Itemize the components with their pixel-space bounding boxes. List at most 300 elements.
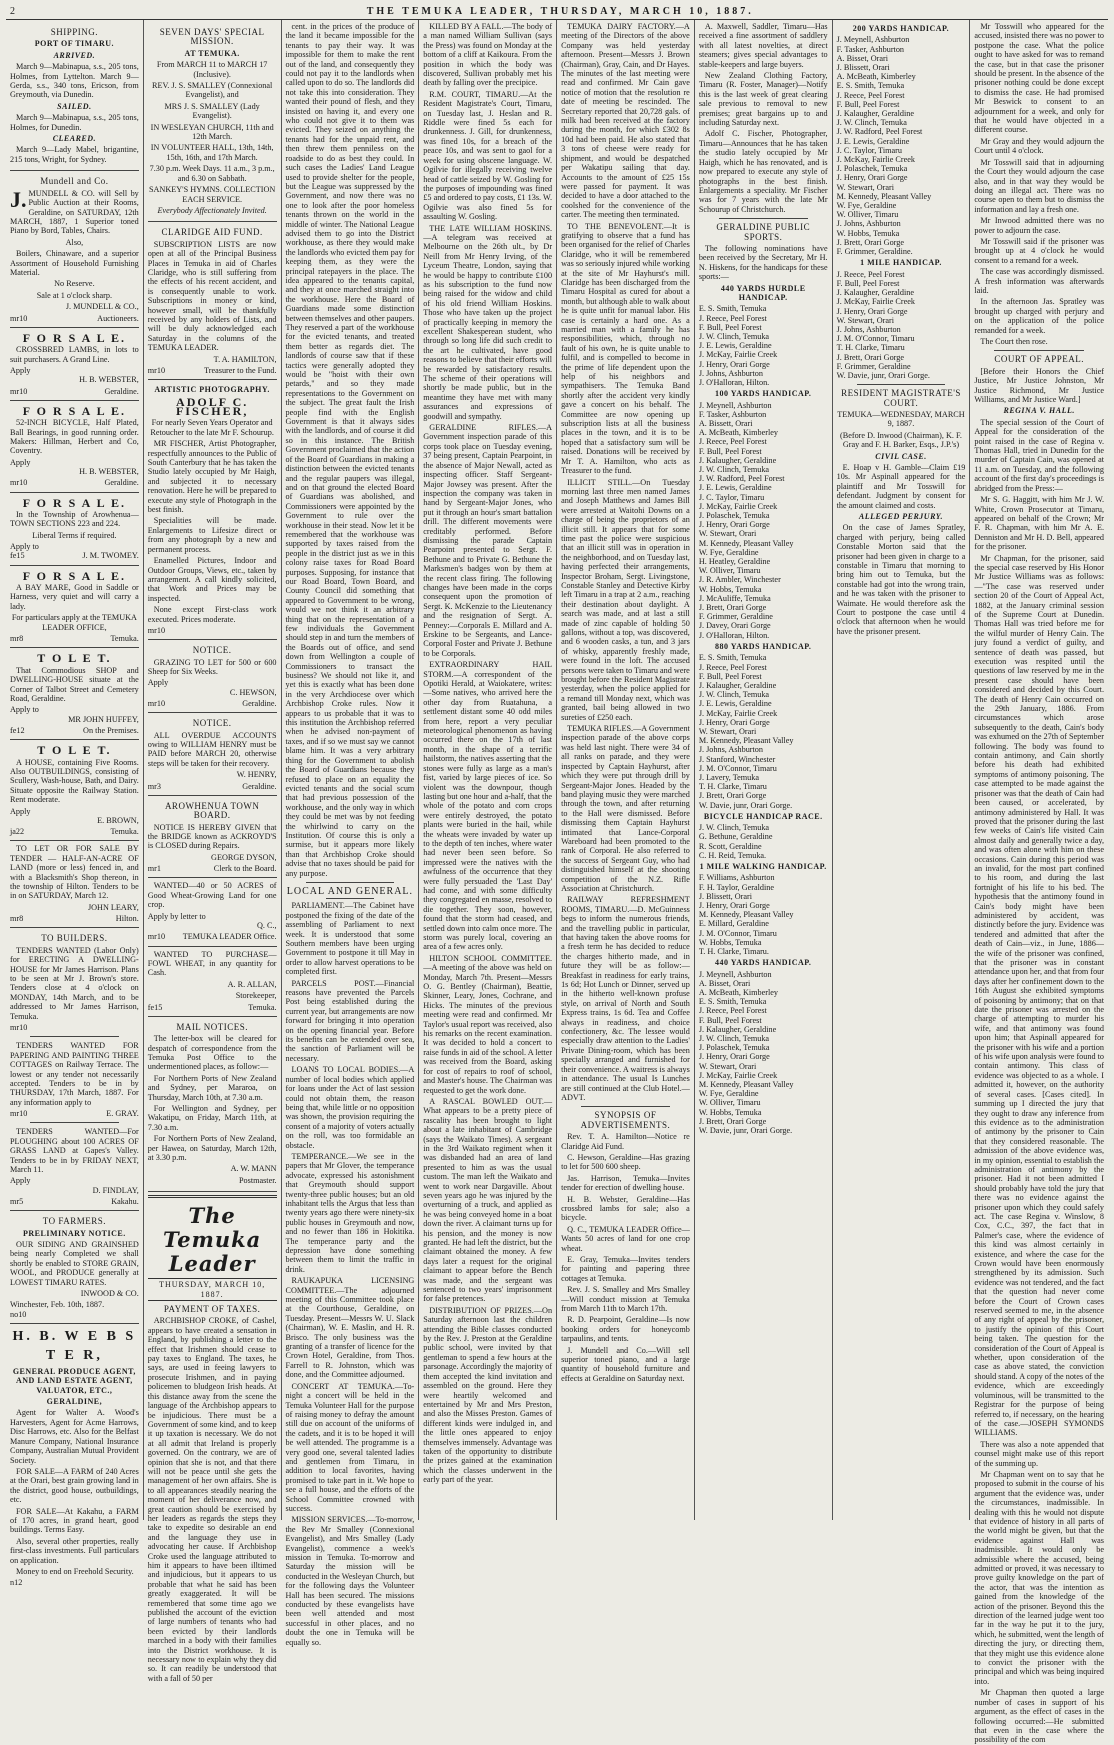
synopsis-item: Q. C., TEMUKA LEADER Office—Wants 50 acres of land for one crop wheat. [561,1224,690,1253]
taxes-body: ARCHBISHOP CROKE, of Cashel, appears to have created a sensation in England, by publishing a letter to the effect that Irishmen should cease to pay taxes to England. The taxes, he says, are used in feeing lawyers to prosecute Irishmen, and in paying policemen to bludgeon Irish heads. At this distance away from the scene the language of the Archbishop appears to be injudicious. There must be a Government of some kind, and to keep it up taxation is necessary. We do not at all admit that Ireland is properly governed. On the contrary, we are of opinion that she is not, and that there will not be peace until she gets the management of her own affairs. She is to all appearances steadily nearing the moment of her deliverance now, and great caution should be exercised by her leaders as regards the steps they take to expedite so desirable an end and the language they use in advocating her cause. If Archbishop Croke used the language attributed to him it appears to have been illtimed and injudicious, but it appears to us probable that what he said has been greatly exaggerated. It will be remembered that some time ago we published the account of the eviction of large numbers of tenants who had been evicted by their landlords marched in a body with their families into the District workhouse. It is necessary now to explain why they did so. It can readily be understood that with a fall of 50 per [147,1316,277,1683]
entrant: A. Bisset, Orari [698,978,751,988]
entrant: M. Kennedy, Pleasant Valley [698,736,794,746]
fischer-ad [148,380,277,640]
where: On the Premises. [83,725,139,735]
seller-name: H. B. WEBSTER, [79,467,139,477]
apply-label: Apply [10,457,31,467]
for-sale-lambs-ad [10,328,139,401]
entrant: A. Bisset, Orari [836,53,888,63]
mundell-title: Mundell and Co. [40,176,109,187]
paper-date: THURSDAY, MARCH 10, 1887. [148,1278,277,1301]
local-general-title: LOCAL AND GENERAL. [286,885,414,897]
appeal-case: REGINA V. HALL. [1003,406,1075,416]
port-heading: PORT OF TIMARU. [34,39,115,49]
ad-code: mr10 [147,366,166,375]
news-item: PARLIAMENT.—The Cabinet have postponed the fixing of the date of the assembling of Parliament to next week. It is understood that some Southern members have been urging Government to postpone it till May in order to allow harvest operations to be completed first. [285,901,415,977]
entrant: W. Stewart, Orari [836,315,895,325]
entrant: J. Henry, Orari Gorge [836,306,908,316]
event-title: 440 YARDS HANDICAP. [715,958,812,968]
column-5 [557,20,695,1520]
appeal-p6: Mr Chapman then quoted a large number of cases in support of his argument, as the effect of cases in the following occurred:—He submitted that even in the case where the possibility of the com [974,1688,1104,1745]
tender-3: TENDERS WANTED—For PLOUGHING about 100 ACRES OF GRASS LAND at Gapes's Valley. Tenders to be in by FRIDAY NEXT, March 11. [10,1127,139,1174]
arrived-heading: ARRIVED. [53,50,96,60]
fischer-body: MR FISCHER, Artist Photographer, respectfully announces to the Public of South Canterbury that he has taken the Studio lately occupied by Mr Haigh, and subjected it to necessary renovation. Here he will be prepared to execute any style of Photograph in the best finish. [147,439,277,515]
synopsis-item: Rev. J. S. Smalley and Mrs Smalley—Will conduct mission at Temuka from March 11th to March 17th. [561,1285,690,1314]
entrant: W. Hobbs, Temuka [836,228,900,238]
ad-code: mr10 [10,1109,28,1119]
news-item: MISSION SERVICES.—To-morrow, the Rev Mr Smalley (Connexional Evangelist), and Mrs Smalley (Lady Evangelist), commence a week's mission in Temuka. To-morrow and Saturday the mission will be conducted in the Wesleyan Church, but for the following days the Volunteer Hall has been secured. The missions conducted by these evangelists have been well attended and most successful in other places, and no doubt the one in Temuka will be equally so. [285,1515,415,1647]
news-item: EXTRAORDINARY HAIL STORM.—A correspondent of the Opotiki Herald, at Waiokatere, writes:—Some natives, who arrived here the other day from Ruatahuna, a settlement distant some 40 odd miles from here, report a very peculiar meteorological phenomenon as having occurred there on the 17th of last month, in the shape of a terrific hailstorm, the natives asserting that the stones were fully as large as a man's fist, varied by large pieces of ice. So violent was the downpour, though lasting but one hour and a-half, that the whole of the potato and corn crops were entirely destroyed, the potato plants were buried in the hail, while the wheats were invaded by water up to the depth of ten inches, where water had never been seen before. So impressed were the natives with the awfulness of the occurrence that they were fully persuaded the 'Last Day' had come, and with some difficulty they congregated en masse, resolved to die together. They soon, however, found that the storm had ceased, and settled down into calm once more. The storm was purely local, covering an area of a few acres only. [423,660,553,952]
ad-code: mr10 [147,625,166,635]
webster-town: GERALDINE, [46,1397,103,1407]
fischer-b2: Specialities will be made. Enlargements to Lifesize direct or from any photograph by a new and permanent process. [147,516,277,554]
column-3 [282,20,420,1647]
wanted-sig: A. R. ALLAN, [227,979,277,989]
court-p8: The Court then rose. [980,337,1048,346]
event-title: 1 MILE HANDICAP. [860,258,942,268]
entrant: E. S. Smith, Temuka [698,653,767,663]
to-let-body: That Commodious SHOP and DWELLING-HOUSE situate at the Corner of Talbot Street and Cemetery Road, Geraldine. [10,665,139,703]
landlord-name: JOHN LEARY, [87,902,139,912]
apply-label: Apply [10,1176,31,1186]
town: Temuka. [110,827,139,837]
entrant: J. Kalaugher, Geraldine [836,288,915,298]
entrant: J. Brett, Orari Gorge [836,237,904,247]
farmers-sig: INWOOD & CO. [80,1289,139,1299]
to-let-body: TO LET OR FOR SALE BY TENDER — HALF-AN-ACRE OF LAND (more or less) fenced in, and with a Blacksmith's Shop thereon, in the township of Hilton. Tenders to be in on SATURDAY, March 12. [10,844,139,901]
mail-title: MAIL NOTICES. [176,1021,248,1032]
court-p6: The case was accordingly dismissed. A fresh information was afterwards laid. [974,267,1104,295]
entrant: J. O'Halloran, Hilton. [698,378,770,387]
ad-code: mr1 [147,864,161,874]
appeal-p2: Mr S. G. Haggitt, with him Mr J. W. White, Crown Prosecutor at Timaru, appeared on behalf of the Crown; Mr F. R. Chapman, with him Mr A. E. Denniston and Mr H. D. Bell, appeared for the prisoner. [974,495,1104,552]
arrived-text: March 9—Mabinapua, s.s., 205 tons, Holmes, from Lyttelton. March 9—Gerda, s.s., 340 tons, Ericson, from Greymouth, via Dunedin. [10,62,139,100]
town-board-notice [148,796,277,879]
column-2 [144,20,282,1683]
synopsis-item: R. D. Pearpoint, Geraldine—Is now booking orders for honeycomb tarpaulins, and tents. [561,1315,690,1344]
news-item: TEMUKA DAIRY FACTORY.—A meeting of the Directors of the above Company was held yesterday afternoon. Present—Messrs J. Brown (Chairman), Gray, Cain, and Dr Hayes. The minutes of the last meeting were read and confirmed. Mr Cain gave notice of motion that the resolution re date of meeting be rescinded. The Secretary reported that 20,728 gals. of milk had been received at the factory during the month, for which £302 8s 10d had been paid. He also stated that 3 tons of cheese were ready for shipment, and would be despatched per Wakatipu sailing that day. Accounts to the amount of £25 15s were passed for payment. It was decided to have a door attached to the coolshed for the convenience of the carter. The meeting then terminated. [561,22,690,220]
entrant: W. Fye, Geraldine [698,547,759,557]
news-item: R.M. COURT, TIMARU.—At the Resident Magistrate's Court, Timaru, on Tuesday last, J. Heslan and R. Riddle were fined 5s each for drunkenness. J. Gill, for drunkenness, was fined 10s, for a breach of the peace 10s, and was sent to gaol for a week for using obscene language. W. Ogilvie for illegally receiving twelve head of cattle seized by W. Gosling for the purposes of impounding was fined £5 and ordered to pay costs, £1 13s. W. Ogilvie was also fined 5s for assaulting W. Gosling. [423,89,553,222]
entrant: J. C. Taylor, Timaru [698,492,765,502]
board-sig: GEORGE DYSON, [211,852,277,862]
farmers-sub: PRELIMINARY NOTICE. [23,1228,126,1238]
masthead [6,4,1108,20]
entrant: J. M. O'Connor, Timaru [698,928,777,938]
ad-code: n12 [10,1578,23,1588]
entrant: W. Olliver, Timaru [836,210,899,220]
town: Geraldine. [104,478,139,488]
board-title: AROWHENUA TOWN BOARD. [164,800,260,821]
entrant: J. Kalaugher, Geraldine [698,1024,777,1034]
entrant: J. McKay, Fairlie Creek [698,708,778,718]
farmers-date: Winchester, Feb. 10th, 1887. [10,1300,105,1310]
entrant: J. W. Radford, Peel Forest [698,474,785,484]
sports-intro: The following nominations have been received by the Secretary, Mr H. N. Hiskens, for the handicaps for these sports:— [698,243,828,282]
entrant: J. W. Clinch, Temuka [698,331,770,341]
news-item: RAUKAPUKA LICENSING COMMITTEE.—The adjourned meeting of this Committee took place at the Courthouse, Geraldine, on Tuesday. Present—Messrs W. U. Slack (Chairman), W. E. Maslin, and H. R. Brisco. The only business was the granting of a transfer of licence for the Crown Hotel, Geraldine, from Thos. Farrell to R. Johnston, which was done, and the Committee adjourned. [285,1276,415,1380]
mission-title: SEVEN DAYS' SPECIAL MISSION. [159,27,265,47]
news-item: CONCERT AT TEMUKA.—To-night a concert will be held in the Temuka Volunteer Hall for the purpose of raising money to defray the amount still due on account of the uniforms of the cadets, and it is to be hoped it will be well attended. The programme is a very good one, several talented ladies and gentlemen from Timaru, in addition to local favorites, having promised to take part in it. We hope to see a full house, and the efforts of the School Committee crowned with success. [285,1381,415,1513]
accounts-notice [148,713,277,796]
entrant: J. Polaschek, Temuka [698,511,770,521]
ad-code: fe15 [147,1002,163,1012]
event-title: BICYCLE HANDICAP RACE. [703,811,823,821]
fischer-hdr: ARTISTIC PHOTOGRAPHY. [154,385,270,395]
farmers-ad [10,1211,139,1324]
entrant: J. Lavery, Temuka [698,772,759,782]
shipping-title: SHIPPING. [50,27,99,37]
webster-ad [10,1324,139,1588]
town: Kakahu. [111,1197,139,1206]
webster-sub: GENERAL PRODUCE AGENT, AND LAND ESTATE AGENT, VALUATOR, ETC., [12,1366,136,1395]
entrant: A. Bissett, Orari [698,419,753,429]
paper-title: The Temuka Leader [163,1203,262,1277]
entrant: J. Davey, Orari Gorge [698,621,771,631]
webster-s2: FOR SALE—At Kakahu, a FARM of 170 acres, in grand heart, good buildings. Terms Easy. [10,1506,139,1535]
mundell-also: Also, [65,237,84,247]
mail-p4: For Northern Ports of New Zealand, per Hawea, on Saturday, March 12th, at 3.30 p.m. [147,1134,277,1163]
news-item: HILTON SCHOOL COMMITTEE.—A meeting of the above was held on Monday, March 7th. Present—Messrs O. G. Bentley (Chairman), Beattie, Skinner, Leary, Jones, Cochrane, and Hicks. The minutes of the previous meeting were read and confirmed. Mr Taylor's usual report was received, also his remarks on the recent examination. It was decided to hold a concert to raise funds in aid of the school. A letter was received from the Board, asking for cost of repairs to roof of school, and Master's house. The Chairman was requested to get the work done. [423,953,553,1095]
entrant: J. Kalaugher, Geraldine [836,109,915,119]
mail-role: Postmaster. [239,1175,277,1185]
entrant: J. Polaschek, Temuka [836,164,908,174]
taxes-continued: cent. in the prices of the produce of the land it became impossible for the tenants to pay their way. It was impossible for them to make the rent out of the land, and consequently they could not pay it to the landlords when called upon to do so. The landlords did not take this into consideration. They wanted their pound of flesh, and they insisted on having it, and every one who could not give it to them was evicted. They seized on anything the tenants had for the unpaid rent, and then threw them penniless on the roadside to do as best they could. In such cases the Ladies' Land League used to provide shelter for the people, but the League was suppressed by the Government, and now there was no one to look after the poor homeless tenants thrown on the world in the middle of winter. The National League advised them to go into the District workhouse, as there they would make the landlords who evicted them pay for keeping them, as they were the principal ratepayers in the place. The idea appeared to the tenants capital, and they at once marched straight into the workhouse. Here the Board of Guardians made some distinction between themselves and other paupers. They reserved a part of the workhouse for the evicted tenants, and treated them better as regards diet. The landlords of course saw that if these tactics were generally adopted they would be "hoist with their own petards," and so they made representations to the Government on the subject. The great fault the Irish people find with the English Government is that it always sides with the landlords, and of course it did so in this instance. The British Government proclaimed that the action of the Board of Guardians in making a distinction between the evicted tenants and the regular paupers was illegal, and on that ground the elected Board of Guardians was abolished, and Commissioners were appointed by the Government to rule over the workhouse in their stead. Now let it be remembered that the workhouse was supported by taxes raised from the people in the district just as we in this colony raise taxes for Road Board purposes. Supposing, for instance that our Road Board, Town Board, and County Council did something that appeared to Government to be wrong, would we not think it an arbitrary thing that on the representation of a few individuals the Government should step in and turn the members of the Boards out of office, and send down from Wellington a couple of Commissioners to transact the business? We should not like it, and yet this is exactly what has been done in the very Archdiocese over which Archbishop Croke rules. Now it appears to us probable that it was to this institution the Archbishop referred when he advised non-payment of taxes, and if so we must say we cannot blame him. It was a very arbitrary thing for the Government to abolish the Board of Guardians because they refused to place on an equality the evicted tenants and the social scum that had previous possession of the workhouse, and the only way in which they could be met was by not feeding the whirlwind to carry on the Institution. Of course this is only a surmise, but it appears more likely than that Archbishop Croke should advise that no taxes should be paid for any purpose. [285,22,415,878]
rm-court-date: TEMUKA—WEDNESDAY, MARCH 9, 1887. [837,409,965,429]
ad-code: mr8 [10,634,24,644]
news-item: ILLICIT STILL.—On Tuesday morning last three men named James and Joseph Matthews and James Bill were arrested at Waitohi Downs on a charge of being the proprietors of an illicit still. It appears that for some time past the police were suspicious that an illicit still was in operation in the neighborhood, and on Tuesday last, having perfected their arrangements, Inspector Broham, Sergt. Livingstone, Constable Stanley and Detective Kirby left Timaru in a trap at 2 a.m., reaching their destination about daylight. A search was made, and at last a still made of zinc capable of holding 50 gallons, without a top, was discovered, and 6 wooden casks, a tun, and 3 jars of whisky, apparently freshly made, were found in the loft. The accused persons were taken to Timaru and were brought before the Resident Magistrate yesterday, when the police applied for a remand till Monday next, which was granted, bail being allowed in two sureties of £250 each. [561,477,690,722]
for-sale-body: In the Township of Arowhenua—TOWN SECTIONS 223 and 224. [10,510,139,529]
mundell-sig2: Auctioneers. [97,313,139,323]
entrant: F. Bull, Peel Forest [698,322,762,332]
news-item: LOANS TO LOCAL BODIES.—A number of local bodies which applied for loans under the Act of last session could not obtain them, the reason being that, while little or no opposition was shown, the provision requiring the consent of a majority of voters actually on the roll, was too formidable an obstacle. [285,1065,415,1150]
entrant: F. Tasker, Ashburton [836,44,905,54]
news-item: TEMUKA RIFLES.—A Government inspection parade of the above corps was held last night. There were 34 of all ranks on parade, and they were inspected by Captain Hayhurst, after which they were put through drill by Sergeant-Major Jones. Headed by the band playing music they were marched through the town, and after returning to the Hall were dismissed. Before dismissing them Captain Hayhurst intimated that Lance-Corporal Wareboard had been promoted to the rank of Corporal. He also referred to the success of Sergeant Guy, who had distinguished himself at the shooting competition of the N.Z. Rifle Association at Christchurch. [561,724,690,893]
appeal-p1: The special session of the Court of Appeal for the consideration of the point raised in the case of Regina v. Thomas Hall, tried in Dunedin for the murder of Captain Cain, was opened at 11 a.m. on Tuesday, and the following account of the first day's proceedings is abridged from the Press:— [974,417,1104,493]
event-title: 1 MILE WALKING HANDICAP. [699,861,827,871]
mail-p2: For Northern Ports of New Zealand and Sydney, per Mararoa, on Thursday, March 10th, at 7.30 a.m. [147,1073,277,1102]
entrant: T. H. Clarke, Timaru. [698,947,769,956]
for-sale-body: 52-INCH BICYCLE, Half Plated, Ball Bearings, in good running order. Makers: Hillman, Herbert and Co, Coventry. [10,418,139,456]
sailed-text: March 9—Mabinapua, s.s., 205 tons, Holmes, for Dunedin. [10,113,139,132]
wanted-body: WANTED TO PURCHASE—FOWL WHEAT, in any quantity for Cash. [147,949,277,978]
tender-1: TENDERS WANTED (Labor Only) for ERECTING A DWELLING-HOUSE for Mr James Harrison. Plans to be seen at Mr J. Brown's store. Tenders close at 4 o'clock on MONDAY, 14th March, and to be addressed to Mr James Harrison, Temuka. [10,945,139,1021]
shipping-section [10,22,139,171]
entrant: W. Davie, junr, Orari Gorge. [698,800,793,810]
entrant: W. Hobbs, Temuka [698,584,762,594]
town: Hilton. [115,914,139,924]
sports-title: GERALDINE PUBLIC SPORTS. [716,222,811,242]
entrant: J. C. Taylor, Timaru [836,145,902,155]
claridge-ad [148,222,277,380]
mundell-time: Sale at 1 o'clock sharp. [36,290,113,300]
entrant: A. McBeath, Kimberley [836,72,916,82]
entrant: J. Henry, Orari Gorge [836,173,908,183]
board-body: NOTICE IS HEREBY GIVEN that the BRIDGE known as ACKROYD'S is CLOSED during Repairs. [147,822,277,851]
entrant: W. Olliver, Timaru [698,566,761,576]
fischer-sub: For nearly Seven Years Operator and Retoucher to the late Mr F. Schourup. [150,418,274,437]
apply-label: Apply [147,678,169,688]
synopsis-item: Rev. T. A. Hamilton—Notice re Claridge Aid Fund. [561,1132,690,1151]
rm-civil-body: E. Hoap v H. Gamble—Claim £19 10s. Mr Aspinall appeared for the plaintiff and Mr Tosswill for defendant. Judgment by consent for the amount claimed and costs. [836,462,966,510]
column-7 [833,20,971,1520]
mission-invite: Everybody Affectionately Invited. [157,205,267,215]
synopsis-item: New Zealand Clothing Factory, Timaru (R. Foster, Manager)—Notify this is the last week of great clearing sale previous to removal to new premises; great bargains up to and including Saturday next. [698,71,828,128]
page-number: 2 [10,5,17,17]
mission-dates: From MARCH 11 to MARCH 17 (Inclusive). [156,60,268,79]
apply-label: Apply to [10,705,39,715]
mundell-body: MUNDELL & CO. will Sell by Public Auction at their Rooms, Geraldine, on SATURDAY, 12th MARCH, 1887, 1 Superior toned Piano by Bord, Tables, Chairs. [10,188,139,236]
fischer-title: ADOLF C. FISCHER, [175,394,249,419]
notice-title: NOTICE. [192,645,232,656]
entrant: J. McKay, Fairlie Creek [698,1070,778,1080]
webster-s3: Also, several other properties, really first-class investments. Full particulars on application. [10,1536,139,1565]
mail-p3: For Wellington and Sydney, per Wakatipu, on Friday, March 11th, at 7.30 a.m. [147,1103,277,1132]
tender-3-sig: D. FINDLAY, [92,1185,139,1195]
mission-preacher-1: REV. J. S. SMALLEY (Connexional Evangelist), and [151,81,273,100]
tender-2: TENDERS WANTED FOR PAPERING AND PAINTING THREE COTTAGES on Railway Terrace. The lowest or any tender not necessarily accepted. Tenders to be in by THURSDAY, 17th March, 1887. For any information apply to [10,1041,139,1107]
to-let-heading: T O L E T. [37,743,112,758]
town: Geraldine. [242,781,277,791]
notice-title: NOTICE. [192,718,232,729]
to-let-heading: T O L E T. [37,651,112,666]
mundell-reserve: No Reserve. [54,279,95,289]
mission-preacher-2: MRS J. S. SMALLEY (Lady Evangelist). [164,101,260,121]
webster-body: Agent for Walter A. Wood's Harvesters, Agent for Acme Harrows, Disc Harrows, etc. Also for the Belfast Manure Company, National Insurance Company, Australian Mutual Provident Society. [10,1408,139,1465]
entrant: F. Tasker, Ashburton [698,409,767,419]
synopsis-item: Jas. Harrison, Temuka—Invites tender for erection of dwelling house. [561,1173,690,1193]
ad-code: mr10 [10,1023,28,1033]
entrant: J. Meynell, Ashburton [836,35,910,45]
entrant: F. H. Taylor, Geraldine [698,882,774,892]
entrant: C. H. Reid, Temuka. [698,850,767,860]
builders-section [10,928,139,1211]
to-let-shop-ad [10,648,139,740]
appeal-p5: Mr Chapman went on to say that he proposed to submit in the course of his argument that the evidence was, under the circumstances, inadmissible. In dealing with this he would not dispute that evidence of history in all parts of the world might be given, but that the evidence against Hall was inadmissible. It would only be admissible where the accused, being admitted or proved, it was necessary to prove guilty knowledge on the part of the actor, that was the intention as gained from the knowledge of the action of the prisoner. Beyond this the direction of the learned judge went too far in the way he put it to the jury, which, he submitted, went the length of directing the jury, or directing them, that they might use this evidence alone to convict the prisoner with the principal and which was being inquired into. [974,1469,1104,1686]
paper-nameplate [148,1195,277,1301]
terms: Liberal Terms if required. [32,530,117,540]
entrant: W. Davie, junr, Orari Gorge. [836,370,930,380]
rm-perjury-body: On the case of James Spratley, charged with perjury, being called Constable Morton said that the prisoner had been given in charge to a constable in Timaru that morning to bring him out to Temuka, but the constable had got into the wrong train, and he was taken with the prisoner to Waimate. He would therefore ask the Court to postpone the case until 4 o'clock that afternoon when he would have the prisoner present. [836,523,966,636]
entrant: J. W. Clinch, Temuka [698,690,770,700]
ad-code: mr10 [10,313,28,323]
entrant: M. Kennedy, Pleasant Valley [698,538,794,548]
court-p7: In the afternoon Jas. Spratley was brought up charged with perjury and on the application of the police remanded for a week. [974,297,1104,335]
entrant: J. McKay, Fairlie Creek [698,501,778,511]
entrant: T. H. Clarke, Timaru [698,782,767,792]
entrant: R. Scott, Geraldine [698,841,762,851]
news-item: DISTRIBUTION OF PRIZES.—On Saturday afternoon last the children attending the Bible classes conducted by the Rev. J. Preston at the Geraldine public school, were invited by that gentleman to spend a few hours at the parsonage. Accordingly the majority of them accepted the kind invitation and assembled on the ground. Here they were heartily welcomed and entertained by Mr and Mrs Preston, and also the Misses Preston. Games of different kinds were indulged in, and the little ones appeared to enjoy themselves immensely. Advantage was taken of the opportunity to distribute the prizes gained at the examination which the classes underwent in the early part of the year. [423,1305,553,1485]
entrant: W. Hobbs, Temuka [698,937,762,947]
entrant: J. Kalaugher, Geraldine [698,455,777,465]
drop-cap: J. [10,186,27,212]
mail-p1: The letter-box will be cleared for despatch of correspondence from the Temuka Post Office to the undermentioned places, as follow:— [147,1034,277,1072]
apply-label: Apply [10,806,31,816]
entrant: F. Bull, Peel Forest [836,99,900,109]
ad-code: fe12 [10,725,25,735]
entrant: W. Stewart, Orari [836,182,895,192]
seller-name: H. B. WEBSTER, [79,375,139,385]
synopsis-item: Adolf C. Fischer, Photographer, Timaru—Announces that he has taken the studio lately occupied by Mr Haigh, which he has renovated, and is now prepared to execute any style of photographs in the best finish. Enlargements a speciality. Mr Fischer was for 7 years with the late Mr Schourup of Christchurch. [698,129,828,214]
tender-2-sig: E. GRAY. [106,1109,139,1119]
court-p1: Mr Tosswill who appeared for the accused, insisted there was no power to postpone the case. What the police ought to have asked for was to remand the case, but in that case the prisoner should be present. In the absence of the prisoner nothing could be done except to dismiss the case. He had promised Mr Beswick to consent to an adjournment for a week, and only for that he would have objected in a different course. [974,22,1104,135]
mission-hymns: SANKEY'S HYMNS. COLLECTION EACH SERVICE. [148,185,276,204]
to-let-land-ad [10,841,139,928]
landlord-name: E. BROWN, [97,815,139,825]
news-items [423,22,552,1485]
entrant: W. Fye, Geraldine [836,201,897,211]
webster-s1: FOR SALE—A FARM of 240 Acres at the Orari, best grain growing land in the district, good house, outbuildings, etc. [10,1466,139,1505]
entrant: J. Brett, Orari Gorge [698,603,767,613]
entrant: J. Brett, Orari Gorge [698,1116,767,1126]
entrant: F. Bull, Peel Forest [836,278,900,288]
entrant: F. Grimmer, Geraldine. [836,247,913,257]
ad-code: fe15 [10,551,25,561]
for-sale-heading: F O R S A L E. [22,568,126,583]
entrant: J. W. Clinch, Temuka [698,823,770,833]
event-title: 440 YARDS HURDLE HANDICAP. [720,283,806,302]
for-sale-heading: F O R S A L E. [22,495,126,510]
entrant: J. W. Clinch, Temuka [698,465,770,475]
court-p2: Mr Gray and they would adjourn the Court until 4 o'clock. [974,136,1104,156]
entrant: J. Reece, Peel Forest [836,269,905,279]
entrant: W. Olliver, Timaru [698,1098,761,1108]
town: Temuka. [110,634,139,644]
entrant: J. R. Ambler, Winchester [698,575,781,585]
town: Geraldine. [242,698,277,708]
seller-name: J. M. TWOMEY. [82,551,139,561]
for-sale-body: A BAY MARE, Good in Saddle or Harness, very quiet and will carry a lady. [10,583,139,611]
ad-code: mr5 [10,1197,24,1206]
mundell-items: Boilers, Chinaware, and a superior Assortment of Household Furnishing Material. [10,249,139,277]
rm-civil-heading: CIVIL CASE. [875,451,927,461]
entrant: A. McBeath, Kimberley [698,428,778,438]
mail-sig: A. W. MANN [230,1164,277,1174]
notice-sig: C. HEWSON, [229,687,277,697]
entrant: F. Williams, Ashburton [698,873,775,883]
rm-perjury-heading: ALLEGED PERJURY. [858,512,944,521]
sports-events [837,24,966,380]
entrant: J. Brett, Orari Gorge [698,791,767,801]
entrant: E. S. Smith, Temuka [698,304,767,314]
where: TEMUKA LEADER Office. [182,932,277,942]
entrant: W. Stewart, Orari [698,1061,757,1071]
news-item: TEMPERANCE.—We see in the papers that Mr Glover, the temperance advocate, expressed his astonishment that Greymouth should support twenty-three public houses; but an old inhabitant tells the Argus that less than twenty years ago there were ninety-six public houses in Greymouth and now, and no fewer than 186 in Hokitika. The temperance party and the depression have done something between them to limit the traffic in drink. [285,1151,415,1274]
column-8 [970,20,1108,1745]
notice-sig: W. HENRY, [236,770,277,780]
entrant: J. Reece, Peel Forest [836,90,905,100]
column-4 [419,20,557,1520]
entrant: W. Davie, junr, Orari Gorge. [698,1126,793,1136]
court-p5: Mr Tosswill said if the prisoner was brought up at 4 o'clock he would consent to a remand for a week. [974,236,1104,265]
wanted-role: Storekeeper, [235,991,277,1001]
webster-title: H. B. W E B S T E R, [12,1328,137,1363]
entrant: F. Grimmer, Geraldine [698,612,773,622]
entrant: J. Reece, Peel Forest [698,437,767,447]
entrant: F. Bull, Peel Forest [698,671,762,681]
notice-body: ALL OVERDUE ACCOUNTS owing to WILLIAM HENRY must be PAID before MARCH 20, otherwise steps will be taken for their recovery. [147,730,277,768]
synopsis-list [561,1132,690,1383]
entrant: J. McKay, Fairlie Creek [698,350,778,360]
entrant: J. Polaschek, Temuka [698,1043,770,1053]
entrant: T. H. Clarke, Timaru [836,343,905,353]
wanted-land-ad [148,878,277,946]
to-let-body: A HOUSE, containing Five Rooms. Also OUTBUILDINGS, consisting of Scullery, Wash-house, Bath, and Dairy. Situate opposite the Railway Station. Rent moderate. [10,757,139,805]
entrant: J. McKay, Fairlie Creek [836,297,915,307]
entrant: F. Grimmer, Geraldine [836,361,911,371]
columns [6,20,1108,1745]
entrant: J. Henry, Orari Gorge [698,717,770,727]
news-item: A RASCAL BOWLED OUT.—What appears to be a pretty piece of rascality has been brought to light about a late inhabitant of Cambridge (says the Waikato Times). A sergeant in the 3rd Waikato regiment when it was disbanded had an area of land presented to him as was the usual custom. The man left the Waikato and went to work near Dargaville. About seven years ago he was injured by the overturning of a truck, and applied as he was being conveyed home in a boat down the river. A claimant turns up for his pension, and the money is now granted. He had left the district, but the claimant obtained the money. A few days later a request for the original claimant to appear before the Bench was made, and the sergeant was sentenced to two years' imprisonment for false pretences. [423,1096,553,1304]
mail-notices [148,1017,277,1193]
entrant: F. Bull, Peel Forest [698,446,762,456]
court-p4: Mr Inwood admitted there was no power to adjourn the case. [974,216,1104,235]
news-item: TO THE BENEVOLENT.—It is gratifying to observe that a fund has been organised for the relief of Charles Claridge, who it will be remembered was so seriously injured while working at the site of Mr Hayhurst's mill. Claridge has been discharged from the Timaru Hospital as cured for about a month, but although able to walk about he is quite unfit for manual labor. His case is certainly a hard one. As a married man with a family he has responsibilities, which, through no fault of his own, he is quite unable to fulfil, and is compelled to become in the prime of life dependent upon the help of his neighbors and sympathisers. The Temuka Band shortly after the accident very kindly gave a concert on his behalf. The Committee are now opening up subscription lists at all the business places in the town, and it is to be hoped that a satisfactory sum will be raised. Donations will be received by Mr T. A. Hamilton, who acts as Treasurer to the fund. [561,221,690,476]
entrant: J. Meynell, Ashburton [698,969,772,979]
fischer-b4: None except First-class work executed. Prices moderate. [147,605,277,624]
entrant: J. Henry, Orari Gorge [698,520,770,530]
entrant: J. Stanford, Winchester [698,754,776,764]
apply-label: Apply by letter to [147,911,206,921]
masthead-title: THE TEMUKA LEADER, THURSDAY, MARCH 10, 1887. [366,5,754,17]
cleared-text: March 9—Lady Mabel, brigantine, 215 tons, Wright, for Sydney. [10,145,139,164]
taxes-article [148,1305,277,1683]
entrant: E. S. Smith, Temuka [836,81,905,91]
fischer-b3: Enamelled Pictures, Indoor and Outdoor Groups, Views, etc., taken by arrangement. A call kindly solicited, that Work and Prices may be inspected. [147,556,277,603]
news-items [561,22,690,1102]
entrant: J. E. Lewis, Geraldine [698,341,772,351]
webster-s4: Money to end on Freehold Security. [16,1566,134,1576]
wanted-wheat-ad [148,947,277,1017]
court-p3: Mr Tosswill said that in adjourning the Court they would adjourn the case also, and in that way they would be doing an illegal act. There was no course open to them but to dismiss the information and lay a fresh one. [974,157,1104,214]
entrant: G. Bethune, Geraldine [698,832,773,842]
synopsis-item: E. Gray, Temuka—Invites tenders for painting and papering three cottages at Temuka. [561,1255,690,1283]
news-item: THE LATE WILLIAM HOSKINS.—A telegram was received at Melbourne on the 26th ult., by Dr Neill from Mr Henry Irving, of the Lyceum Theatre, London, saying that he would be happy to contribute £100 as his subscription to the fund now being raised for the widow and child of his old friend William Hoskins. Those who have taken up the project of practically keeping in memory the excellent Shakesperean student, who through so long life did such credit to the art he cultivated, have good reasons to believe that their efforts will be rewarded by satisfactory results. The scheme of their operations will shortly be made public, but in the meantime they have met with many assurances and expressions of goodwill and sympathy. [423,223,553,421]
entrant: J. Kalaugher, Geraldine [698,680,777,690]
synopsis-item: J. Mundell and Co.—Will sell superior toned piano, and a large quantity of household furniture and effects at Geraldine on Saturday next. [561,1345,690,1383]
sports-events [699,284,828,1136]
for-sale-body: CROSSBRED LAMBS, in lots to suit purchasers. A Grand Line. [10,345,139,364]
entrant: J. W. Radford, Peel Forest [836,127,923,137]
entrant: A. McBeath, Kimberley [698,988,778,998]
event-title: 200 YARDS HANDICAP. [852,24,950,33]
entrant: J. Johns, Ashburton [836,324,901,334]
farmers-body: OUR SIDING AND GRAINSHED being nearly Completed we shall shortly be enabled to STORE GRAIN, WOOL, and PRODUCE generally at LOWEST TIMARU RATES. [10,1240,139,1287]
entrant: J. W. Clinch, Temuka [836,118,907,128]
entrant: J. Brett, Orari Gorge [836,352,904,362]
column-6 [695,20,833,1520]
news-item: RAILWAY REFRESHMENT ROOMS, TIMARU.—D. McGuinness begs to inform the numerous friends, and the travelling public in particular, that having taken the above rooms for a fresh term he has decided to reduce the charges hitherto made, and in future they will be as follow:—Breakfast in readiness for early trains, 1s 6d; Hot Lunch or Dinner, served up in the hitherto well-known profuse style, on arrival of North and South Express trains, 1s 6d. Tea and Coffee always in readiness, and choice confectionery, &c. The lessee would especially draw attention to the Ladies' Private Dining-room, which has been specially arranged and furnished for their convenience. A waitress is always in attendance. The usual Is Lunches are still continued at the Club Hotel.—ADVT. [561,895,690,1102]
town: Geraldine. [104,386,139,396]
ad-code: mr10 [10,478,28,488]
cleared-heading: CLEARED. [52,134,97,144]
ad-code: ja22 [10,827,25,837]
entrant: J. M. O'Connor, Timaru [698,763,777,773]
entrant: J. Henry, Orari Gorge [698,900,770,910]
grazing-notice [148,640,277,713]
entrant: M. Kennedy, Pleasant Valley [698,910,794,920]
mission-where: IN WESLEYAN CHURCH, 11th and 12th March. [150,122,274,142]
entrant: H. Heatley, Geraldine [698,557,771,567]
rm-court-title: RESIDENT MAGISTRATE'S COURT. [841,388,961,408]
news-item: PARCELS POST.—Financial reasons have prevented the Parcels Post being established during the current year, but arrangements are now forward for bringing it into operation on the opening financial year. Before its benefits can be extended over sea, the sanction of Parliament will be necessary. [285,978,415,1063]
synopsis-item: C. Hewson, Geraldine—Has grazing to let for 500 600 sheep. [561,1152,690,1172]
column-1 [6,20,144,1588]
sailed-heading: SAILED. [57,101,92,111]
ad-code: mr3 [147,781,161,791]
entrant: J. Johns, Ashburton [836,219,901,229]
entrant: J. Blissett, Orari [836,63,890,73]
